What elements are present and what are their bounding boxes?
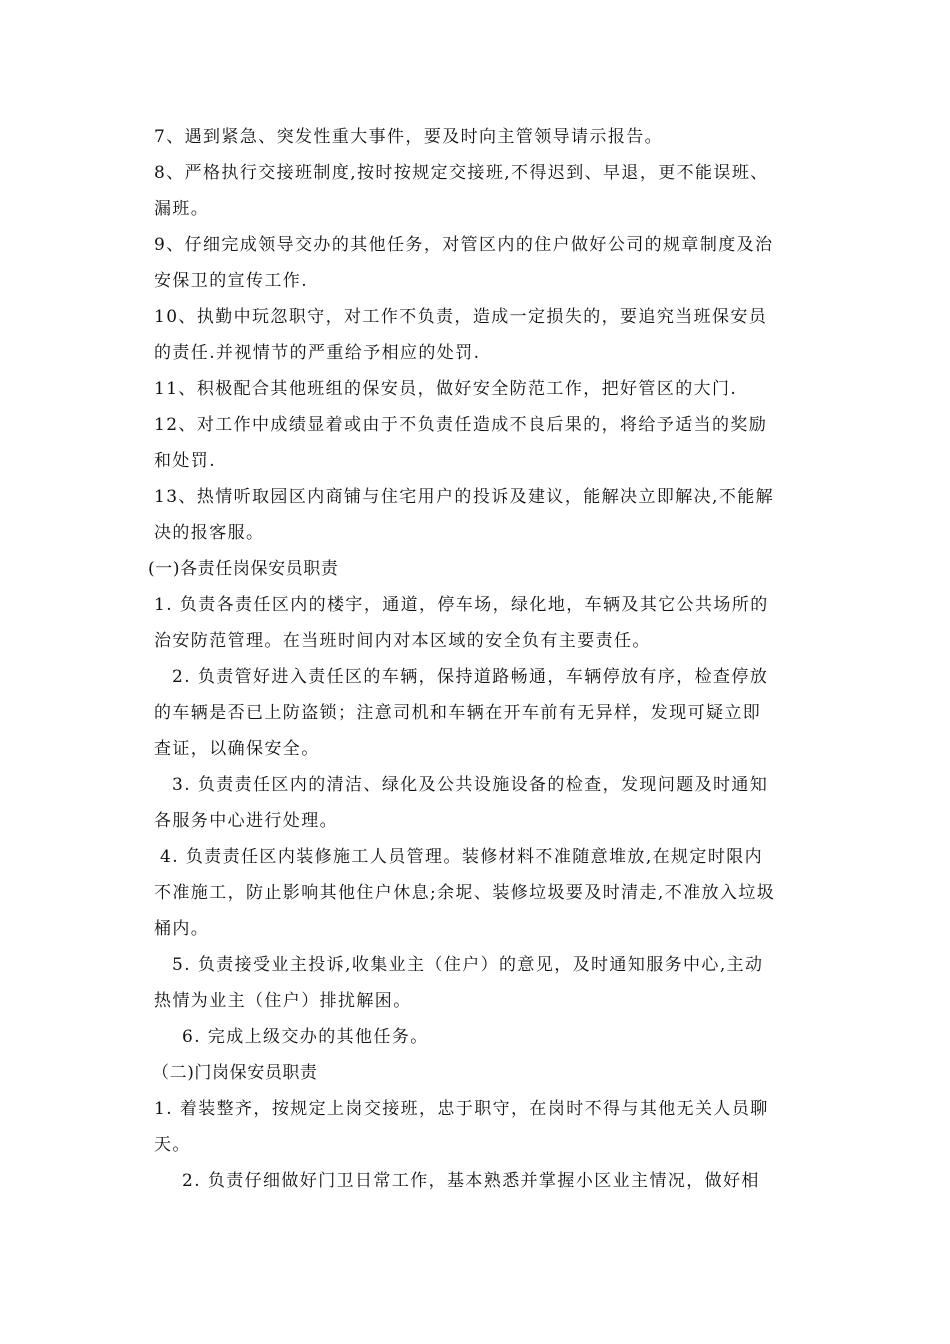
text-line: 各服务中心进行处理。 — [154, 811, 338, 831]
text-line: 热情为业主（住户）排扰解困。 — [154, 991, 412, 1011]
text-line: 1. 负责各责任区内的楼宇，通道，停车场，绿化地，车辆及其它公共场所的 — [154, 595, 769, 615]
text-line: 治安防范管理。在当班时间内对本区域的安全负有主要责任。 — [154, 631, 651, 651]
text-line: 10、执勤中玩忽职守，对工作不负责，造成一定损失的，要追究当班保安员 — [154, 307, 768, 327]
text-line: 5. 负责接受业主投诉,收集业主（住户）的意见，及时通知服务中心,主动 — [172, 955, 764, 975]
text-line: 漏班。 — [154, 199, 210, 219]
text-line: 11、积极配合其他班组的保安员，做好安全防范工作，把好管区的大门. — [154, 379, 738, 399]
text-line: 不准施工，防止影响其他住户休息;余坭、装修垃圾要及时清走,不准放入垃圾 — [154, 883, 776, 903]
text-line: 1. 着装整齐，按规定上岗交接班，忠于职守，在岗时不得与其他无关人员聊 — [154, 1099, 769, 1119]
text-line: 2. 负责管好进入责任区的车辆，保持道路畅通，车辆停放有序，检查停放 — [172, 667, 769, 687]
text-line: 7、遇到紧急、突发性重大事件，要及时向主管领导请示报告。 — [154, 127, 664, 147]
text-line: 3. 负责责任区内的清洁、绿化及公共设施设备的检查，发现问题及时通知 — [172, 775, 769, 795]
text-line: 4. 负责责任区内装修施工人员管理。装修材料不准随意堆放,在规定时限内 — [160, 847, 764, 867]
text-line: 的责任.并视情节的严重给予相应的处罚. — [154, 343, 481, 363]
text-line: 13、热情听取园区内商铺与住宅用户的投诉及建议，能解决立即解决,不能解 — [154, 487, 775, 507]
text-line: 天。 — [154, 1135, 191, 1155]
text-line: 决的报客服。 — [154, 523, 265, 543]
text-line: 和处罚. — [154, 451, 217, 471]
text-line: 的车辆是否已上防盗锁；注意司机和车辆在开车前有无异样，发现可疑立即 — [154, 703, 762, 723]
text-line: 2. 负责仔细做好门卫日常工作，基本熟悉并掌握小区业主情况，做好相 — [182, 1171, 760, 1191]
text-line: 9、仔细完成领导交办的其他任务，对管区内的住户做好公司的规章制度及治 — [154, 235, 774, 255]
text-line: 查证，以确保安全。 — [154, 739, 320, 759]
text-line: 桶内。 — [154, 919, 210, 939]
text-line: 安保卫的宣传工作. — [154, 271, 309, 291]
section-heading: (一)各责任岗保安员职责 — [148, 559, 339, 579]
section-heading: （二)门岗保安员职责 — [152, 1063, 318, 1083]
text-line: 12、对工作中成绩显着或由于不负责任造成不良后果的，将给予适当的奖励 — [154, 415, 768, 435]
text-line: 6. 完成上级交办的其他任务。 — [182, 1027, 429, 1047]
text-line: 8、严格执行交接班制度,按时按规定交接班,不得迟到、早退，更不能误班、 — [154, 163, 769, 183]
